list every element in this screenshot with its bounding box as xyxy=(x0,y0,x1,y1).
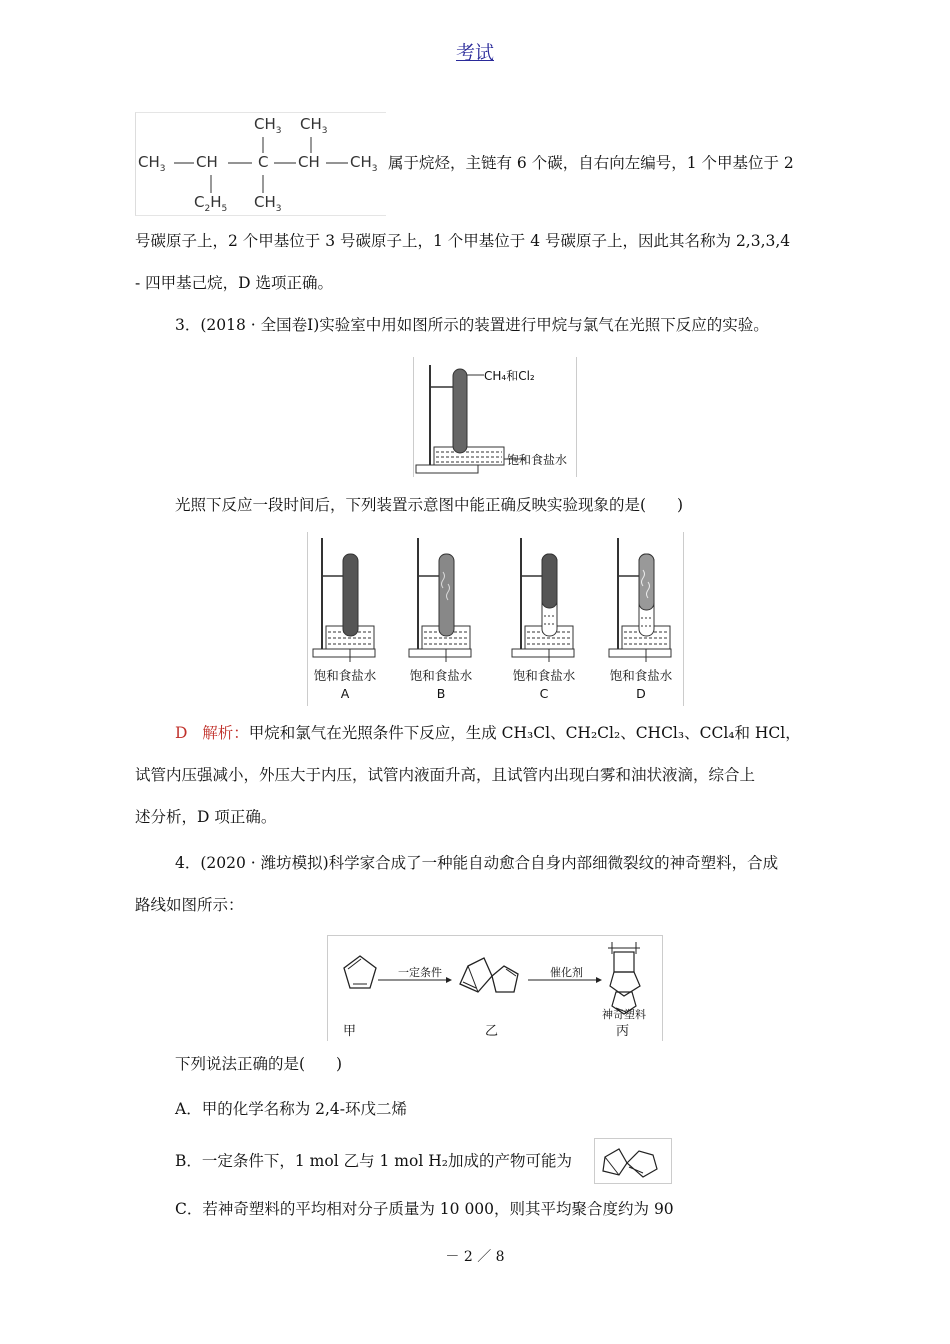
chain-c3: C xyxy=(258,153,269,171)
option-c-liquid: 饱和食盐水 xyxy=(512,668,576,683)
label-yi: 乙 xyxy=(485,1024,499,1039)
option-d-caption xyxy=(606,667,676,703)
q3-options-figure xyxy=(307,532,684,706)
chain-c5: $CH_3$ xyxy=(350,153,378,174)
header-title: 考试 xyxy=(455,42,494,64)
q4-option-a: A．甲的化学名称为 2,4-环戊二烯 xyxy=(175,1100,408,1118)
chain-c4: CH xyxy=(298,153,320,171)
label-jia: 甲 xyxy=(343,1024,357,1039)
q4-question: 下列说法正确的是( ) xyxy=(175,1055,343,1073)
analysis-line2: 试管内压强减小，外压大于内压，试管内液面升高，且试管内出现白雾和油状液滴，综合上 xyxy=(135,766,756,784)
option-b-structure-drawing xyxy=(595,1139,671,1183)
top-methyl-2: $CH_3$ xyxy=(300,115,328,136)
option-b-letter: B xyxy=(436,686,446,701)
p1-line3: - 四甲基己烷，D 选项正确。 xyxy=(135,274,334,292)
ethyl-group: $C_2H_5$ xyxy=(194,193,228,214)
bottom-methyl: $CH_3$ xyxy=(254,193,282,214)
q4-stem-line1: 4．(2020 · 潍坊模拟)科学家合成了一种能自动愈合自身内部细微裂纹的神奇塑料，合成 xyxy=(175,854,779,872)
q4-option-c: C．若神奇塑料的平均相对分子质量为 10 000，则其平均聚合度约为 90 xyxy=(175,1200,674,1218)
plastic-label: 神奇塑料 xyxy=(602,1008,646,1021)
arrow2-label: 催化剂 xyxy=(550,966,583,979)
option-a-liquid: 饱和食盐水 xyxy=(313,668,377,683)
q4-route-figure xyxy=(327,935,663,1041)
label-bing: 丙 xyxy=(616,1024,630,1039)
fig-gas-label: CH₄和Cl₂ xyxy=(484,369,535,383)
chain-c2: CH xyxy=(196,153,218,171)
option-d-liquid: 饱和食盐水 xyxy=(609,668,673,683)
option-b-structure xyxy=(594,1138,672,1184)
option-c-caption xyxy=(509,667,579,703)
structure-formula-box xyxy=(135,112,386,216)
arrow1-label: 一定条件 xyxy=(398,966,442,979)
p1-line2: 号碳原子上，2 个甲基位于 3 号碳原子上，1 个甲基位于 4 号碳原子上，因此其名称为 2,3,3,4 xyxy=(135,232,791,250)
chain-c1: $CH_3$ xyxy=(138,153,166,174)
analysis-line1-row xyxy=(175,722,801,744)
option-a-caption xyxy=(310,667,380,703)
analysis-label: 解析： xyxy=(202,724,249,742)
analysis-line3: 述分析，D 项正确。 xyxy=(135,808,277,826)
analysis-line1: 甲烷和氯气在光照条件下反应，生成 CH₃Cl、CH₂Cl₂、CHCl₃、CCl₄和 HCl， xyxy=(248,724,801,742)
page-header xyxy=(0,38,950,65)
option-b-liquid: 饱和食盐水 xyxy=(409,668,473,683)
q4-option-b: B．一定条件下，1 mol 乙与 1 mol H₂加成的产物可能为 xyxy=(175,1152,572,1170)
top-methyl-1: $CH_3$ xyxy=(254,115,282,136)
option-a-letter: A xyxy=(340,686,350,701)
p1-line1: 属于烷烃，主链有 6 个碳，自右向左编号，1 个甲基位于 2 xyxy=(388,154,794,172)
q3-question: 光照下反应一段时间后，下列装置示意图中能正确反映实验现象的是( ) xyxy=(175,496,684,514)
option-b-caption xyxy=(406,667,476,703)
q3-apparatus-figure xyxy=(413,357,577,477)
fig-liquid-label: 饱和食盐水 xyxy=(507,453,568,467)
options-drawing xyxy=(308,532,683,667)
answer-letter: D xyxy=(175,724,188,742)
option-d-letter: D xyxy=(636,686,646,701)
page-number: － 2 ／ 8 xyxy=(445,1249,505,1265)
q4-stem-line2: 路线如图所示： xyxy=(135,896,244,914)
option-c-letter: C xyxy=(539,686,549,701)
q3-stem: 3．(2018 · 全国卷Ⅰ)实验室中用如图所示的装置进行甲烷与氯气在光照下反应的实验。 xyxy=(175,316,769,334)
